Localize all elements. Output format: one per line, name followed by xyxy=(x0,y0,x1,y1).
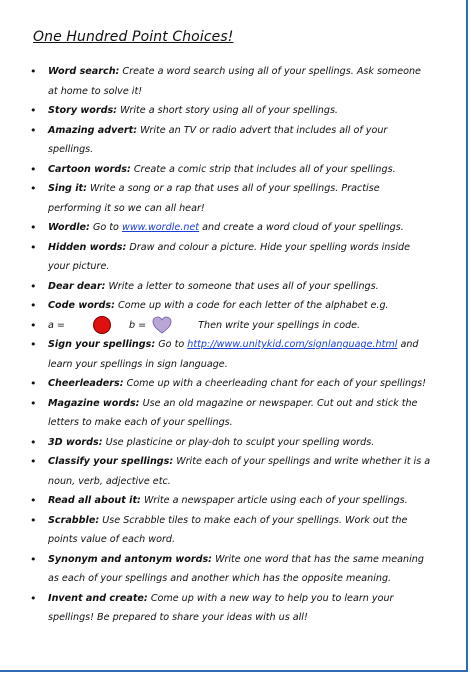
choices-list xyxy=(22,62,432,628)
item-label: Read all about it: xyxy=(48,495,141,506)
list-item-3d-words xyxy=(22,433,432,453)
code-then-text: Then write your spellings in code. xyxy=(198,319,361,331)
list-item-dear-dear xyxy=(22,277,432,297)
item-label: Wordle: xyxy=(48,222,90,233)
code-b-label: b = xyxy=(128,319,147,331)
item-label: Synonym and antonym words: xyxy=(48,553,213,565)
item-text-post: and create a word cloud of your spellings. xyxy=(199,222,404,233)
list-item-sing-it xyxy=(22,179,432,218)
list-item-code-words xyxy=(22,296,432,316)
item-text: Draw and colour a picture. Hide your spelling words inside your picture. xyxy=(48,241,411,272)
item-label: Amazing advert: xyxy=(48,124,138,136)
item-label: Cartoon words: xyxy=(48,163,131,175)
item-label: Magazine words: xyxy=(48,397,140,409)
code-example-row xyxy=(48,316,432,336)
item-text-post: and learn your spellings in sign language. xyxy=(48,339,419,370)
item-text: Create a word search using all of your spellings. Ask someone at home to solve it! xyxy=(48,66,421,97)
item-text: Write a short story using all of your spellings. xyxy=(117,105,338,116)
list-item-word-search xyxy=(22,62,432,101)
item-label: Word search: xyxy=(48,66,120,77)
item-label: Classify your spellings: xyxy=(48,456,174,467)
item-label: Cheerleaders: xyxy=(48,378,124,389)
list-item-cartoon-words xyxy=(22,160,432,180)
item-text: Write an TV or radio advert that includes all of your spellings. xyxy=(48,124,388,155)
list-item-scrabble xyxy=(22,511,432,550)
list-item-classify-your-spellings xyxy=(22,452,432,491)
list-item-code-example xyxy=(22,316,432,336)
item-label: 3D words: xyxy=(48,436,103,448)
item-text: Use Scrabble tiles to make each of your spellings. Work out the points value of each word. xyxy=(48,514,408,545)
red-circle-icon xyxy=(93,316,111,334)
item-text-pre: Go to xyxy=(155,339,188,350)
item-label: Story words: xyxy=(48,105,118,116)
purple-heart-icon xyxy=(152,316,172,334)
item-text: Come up with a code for each letter of the alphabet e.g. xyxy=(114,300,389,311)
item-text: Write a newspaper article using each of your spellings. xyxy=(140,495,408,506)
unitykid-link[interactable]: http://www.unitykid.com/signlanguage.html xyxy=(187,339,398,350)
list-item-synonym-antonym xyxy=(22,550,432,589)
item-text: Use plasticine or play-doh to sculpt your spelling words. xyxy=(102,436,375,448)
item-label: Dear dear: xyxy=(48,280,106,292)
item-text: Write one word that has the same meaning as each of your spellings and another which has the opposite meaning. xyxy=(48,553,424,584)
wordle-link[interactable]: www.wordle.net xyxy=(121,222,200,233)
item-text: Come up with a cheerleading chant for each of your spellings! xyxy=(123,378,427,389)
item-text: Create a comic strip that includes all of your spellings. xyxy=(130,163,396,175)
code-a-label: • a = xyxy=(48,319,65,331)
item-text: Use an old magazine or newspaper. Cut out and stick the letters to make each of your spellings. xyxy=(48,397,418,428)
item-label: Scrabble: xyxy=(48,514,100,526)
list-item-story-words xyxy=(22,101,432,121)
item-text: Write a song or a rap that uses all of your spellings. Practise performing it so we can all hear! xyxy=(48,183,380,214)
list-item-magazine-words xyxy=(22,394,432,433)
list-item-hidden-words xyxy=(22,238,432,277)
item-label: Sing it: xyxy=(48,183,87,194)
list-item-invent-and-create xyxy=(22,589,432,628)
item-text: Write a letter to someone that uses all of your spellings. xyxy=(105,280,379,292)
item-text: Come up with a new way to help you to learn your spellings! Be prepared to share your ideas with us all! xyxy=(48,592,394,623)
item-text: Write each of your spellings and write whether it is a noun, verb, adjective etc. xyxy=(48,456,431,487)
list-item-cheerleaders xyxy=(22,374,432,394)
item-label: Hidden words: xyxy=(48,241,127,253)
list-item-amazing-advert xyxy=(22,121,432,160)
list-item-sign-your-spellings xyxy=(22,335,432,374)
item-label: Sign your spellings: xyxy=(48,339,156,350)
page-title: One Hundred Point Choices! xyxy=(33,29,234,45)
item-label: Invent and create: xyxy=(48,592,148,604)
item-text-pre: Go to xyxy=(89,222,122,233)
item-label: Code words: xyxy=(48,300,115,311)
list-item-wordle xyxy=(22,218,432,238)
list-item-read-all-about-it xyxy=(22,491,432,511)
